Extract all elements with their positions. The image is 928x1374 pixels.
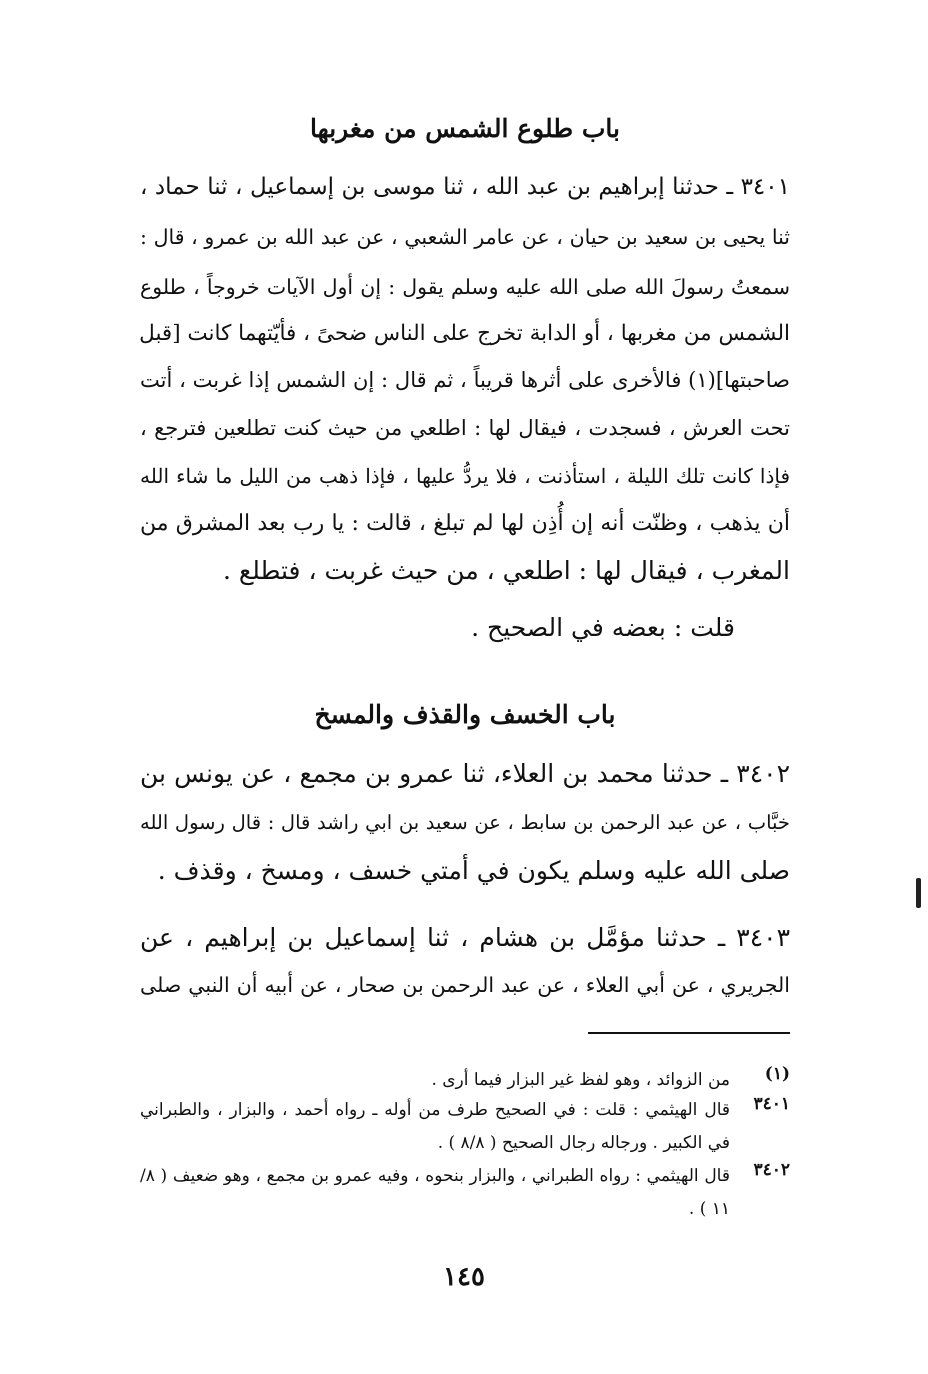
text-line: ٣٤٠١ ـ حدثنا إبراهيم بن عبد الله ، ثنا موسى بن إسماعيل ، ثنا حماد ،: [140, 174, 790, 200]
text-line: المغرب ، فيقال لها : اطلعي ، من حيث غربت ، فتطلع .: [223, 556, 790, 585]
text-line: ٣٤٠٢ ـ حدثنا محمد بن العلاء، ثنا عمرو بن مجمع ، عن يونس بن: [140, 759, 790, 788]
text-line: صاحبتها](١) فالأخرى على أثرها قريباً ، ثم قال : إن الشمس إذا غربت ، أتت: [140, 368, 790, 392]
text-line: سمعتُ رسولَ الله صلى الله عليه وسلم يقول : إن أول الآيات خروجاً ، طلوع: [140, 275, 790, 299]
author-note: قلت : بعضه في الصحيح .: [471, 613, 735, 642]
text-line: خبَّاب ، عن عبد الرحمن بن سابط ، عن سعيد بن ابي راشد قال : قال رسول الله: [140, 811, 790, 834]
text-line: ثنا يحيى بن سعيد بن حيان ، عن عامر الشعبي ، عن عبد الله بن عمرو ، قال :: [140, 225, 790, 249]
text-line: الشمس من مغربها ، أو الدابة تخرج على الناس ضحىً ، فأيّتهما كانت [قبل: [139, 321, 790, 346]
text-line: صلى الله عليه وسلم يكون في أمتي خسف ، ومسخ ، وقذف .: [157, 856, 790, 885]
footnote: [140, 1160, 790, 1226]
text-line: تحت العرش ، فسجدت ، فيقال لها : اطلعي من حيث كنت تطلعين فترجع ،: [140, 416, 790, 440]
footnote: [140, 1094, 790, 1160]
chapter-heading-sunrise: باب طلوع الشمس من مغربها: [310, 114, 620, 143]
footnote-text: قال الهيثمي : قلت : في الصحيح طرف من أوله ـ رواه أحمد ، والبزار ، والطبراني في الكبير . ورجاله رجال الصحيح ( ٨/٨ ) .: [140, 1100, 730, 1153]
page-number: ١٤٥: [443, 1262, 485, 1292]
footnote-text: قال الهيثمي : رواه الطبراني ، والبزار بنحوه ، وفيه عمرو بن مجمع ، وهو ضعيف ( ٨/ ١١ ) .: [140, 1166, 730, 1219]
footnote-separator: [588, 1032, 790, 1034]
footnote-text: من الزوائد ، وهو لفظ غير البزار فيما أرى .: [431, 1070, 730, 1090]
footnote: [140, 1064, 790, 1098]
text-line: الجريري ، عن أبي العلاء ، عن عبد الرحمن بن صحار ، عن أبيه أن النبي صلى: [140, 973, 790, 997]
footnote-number: ٣٤٠٢: [753, 1160, 790, 1180]
text-line: فإذا كانت تلك الليلة ، استأذنت ، فلا يردُّ عليها ، فإذا ذهب من الليل ما شاء الله: [140, 464, 790, 488]
margin-mark: [916, 878, 921, 908]
text-line: ٣٤٠٣ ـ حدثنا مؤمَّل بن هشام ، ثنا إسماعيل بن إبراهيم ، عن: [140, 923, 790, 952]
footnote-number: ٣٤٠١: [753, 1094, 790, 1114]
footnote-number: (١): [764, 1064, 790, 1084]
text-line: أن يذهب ، وظنّت أنه إن أُذِن لها لم تبلغ ، قالت : يا رب بعد المشرق من: [140, 511, 790, 536]
chapter-heading-khasf: باب الخسف والقذف والمسخ: [314, 700, 616, 729]
